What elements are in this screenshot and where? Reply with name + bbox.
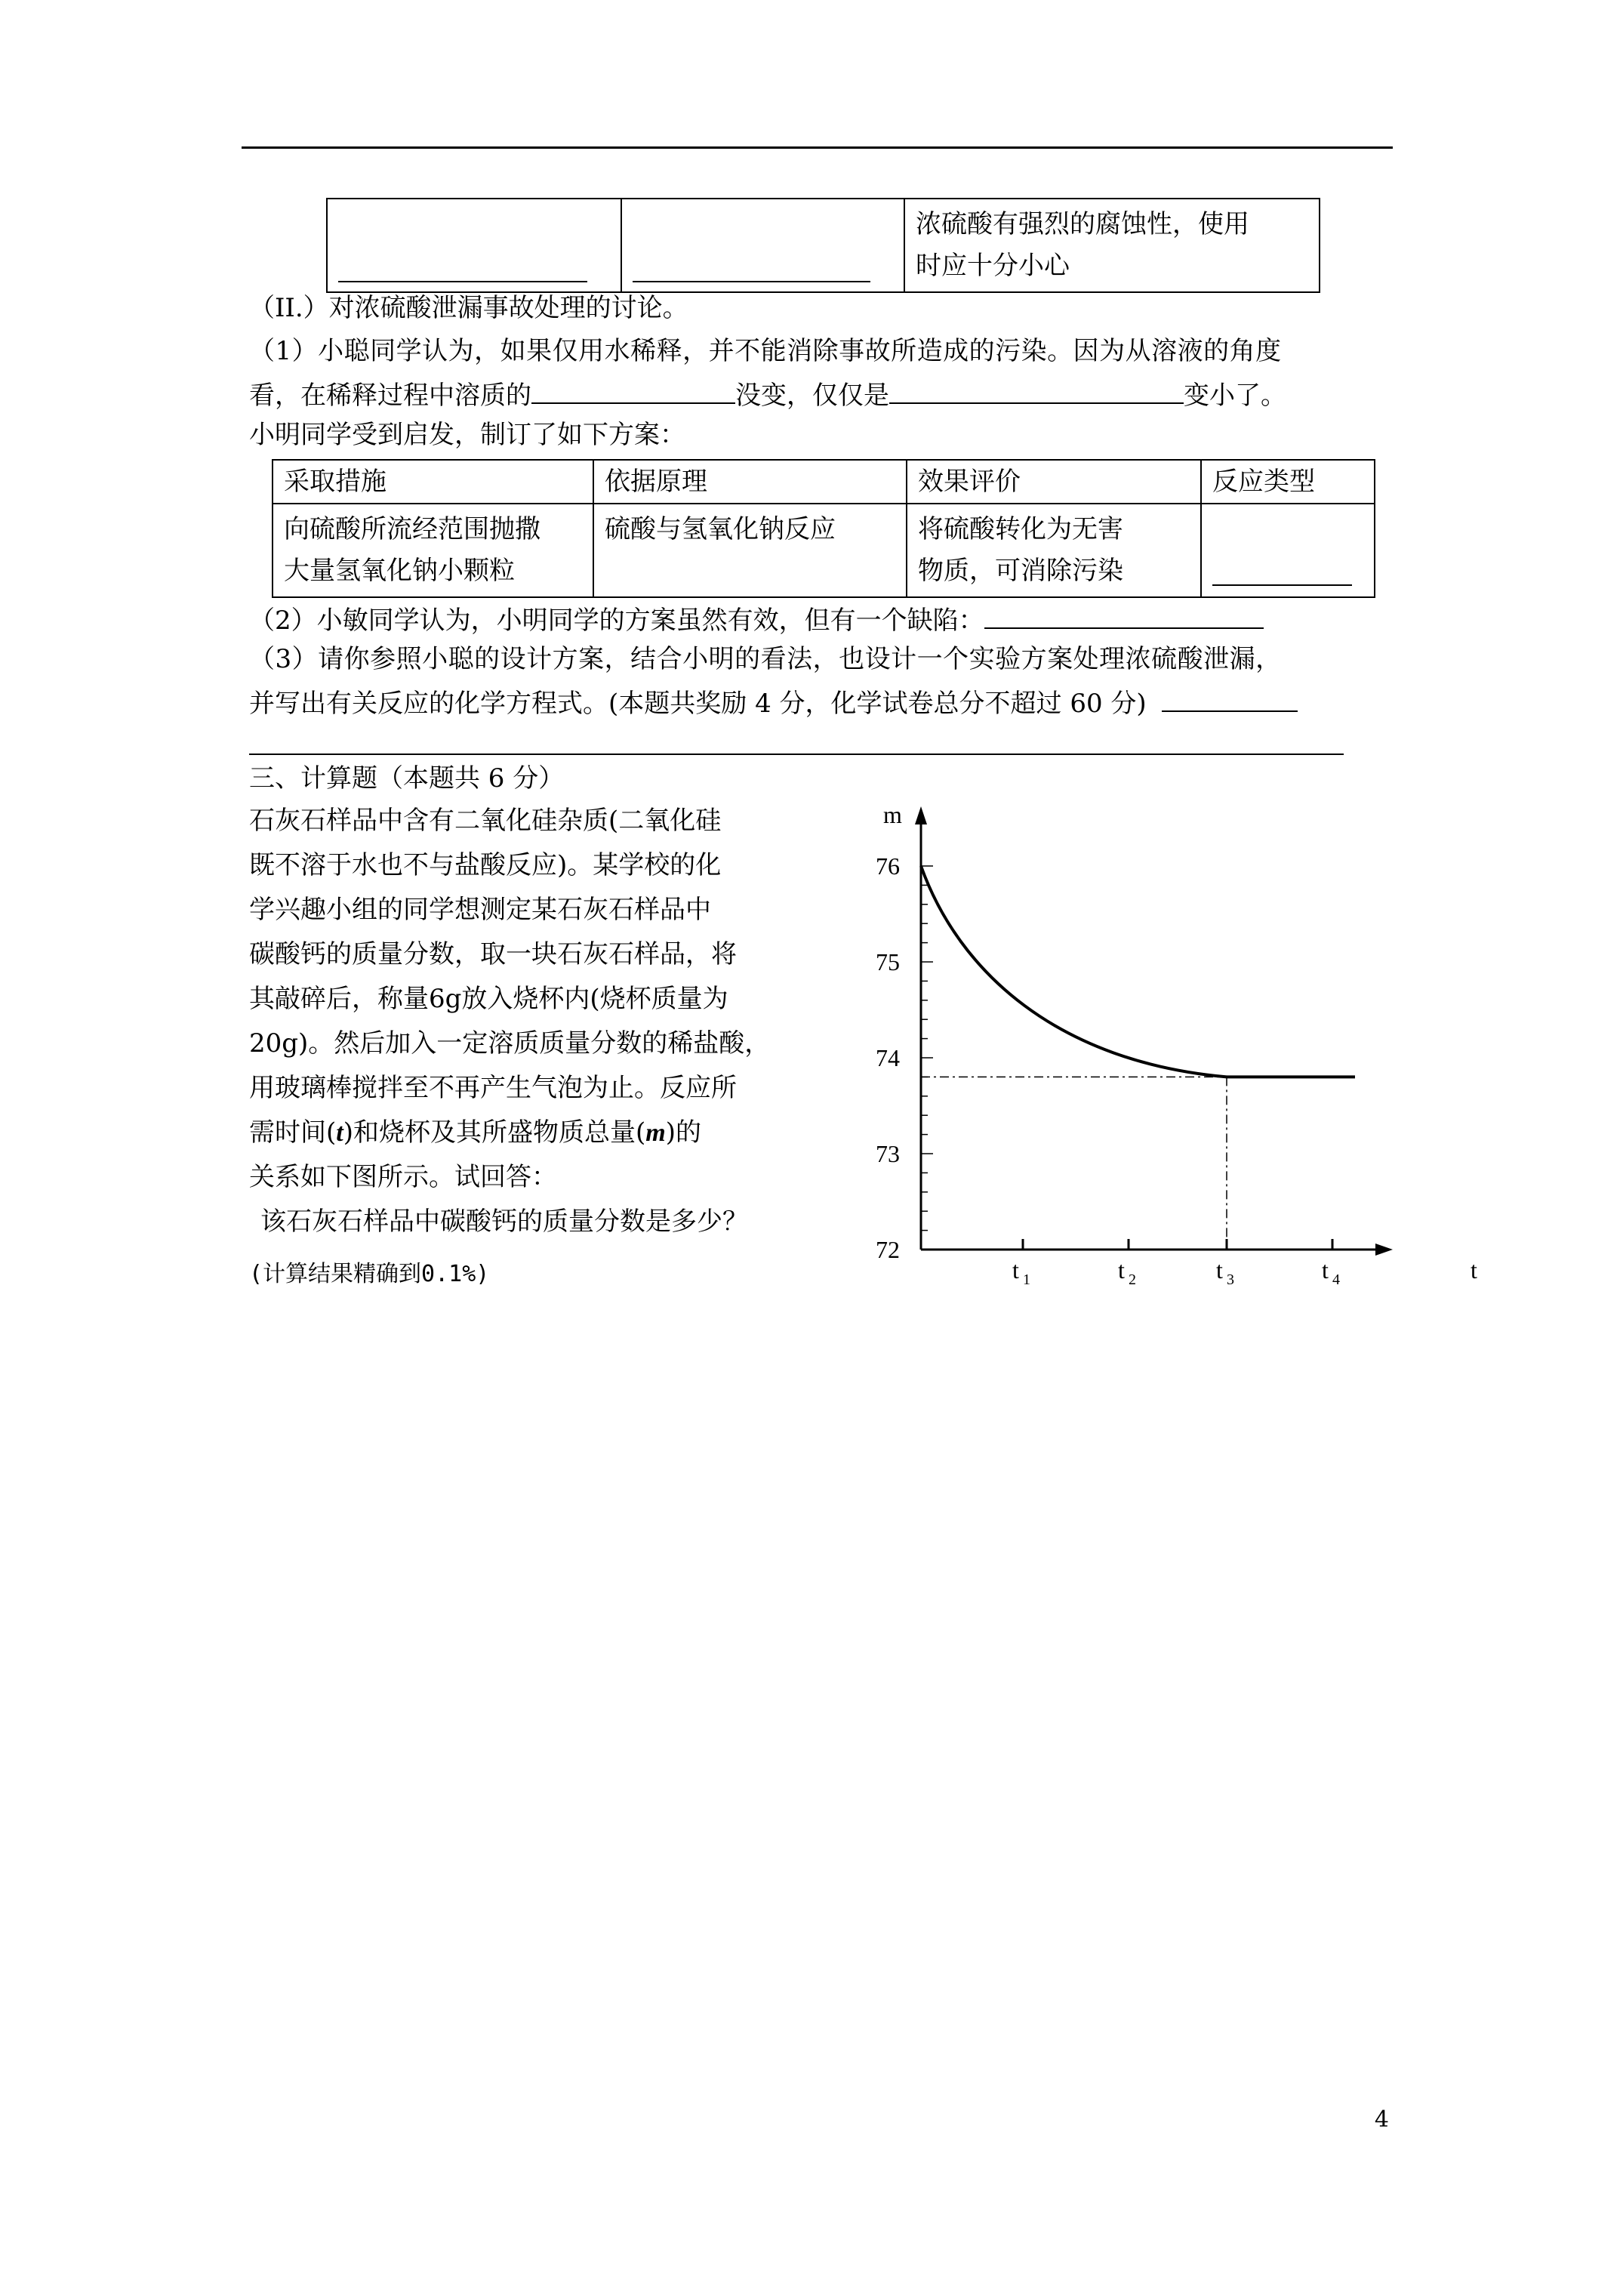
x-tick-subscript: 3 (1227, 1271, 1234, 1288)
plan-header: 依据原理 (593, 460, 907, 504)
text-line: 碳酸钙的质量分数，取一块石灰石样品，将 (249, 939, 737, 969)
y-tick-label: 75 (876, 948, 900, 975)
q2-line (249, 600, 1264, 638)
x-tick-subscript: 2 (1129, 1271, 1136, 1288)
text-line: 学兴趣小组的同学想测定某石灰石样品中 (249, 895, 711, 925)
text-fragment: )的 (665, 1117, 701, 1148)
mass-time-chart (845, 800, 1477, 1288)
precision-note: (计算结果精确到0.1%) (249, 1261, 490, 1287)
plan-intro: 小明同学受到启发，制订了如下方案： (249, 420, 685, 450)
text-line: 石灰石样品中含有二氧化硅杂质(二氧化硅 (249, 806, 722, 836)
q1-text-b: 没变，仅仅是 (735, 381, 889, 411)
top-table-cell-2 (621, 199, 904, 292)
part3-heading: 三、计算题（本题共 6 分） (249, 763, 565, 794)
data-curve (921, 866, 1227, 1077)
var-m: m (645, 1119, 666, 1147)
answer-blank[interactable] (1212, 584, 1352, 586)
text-line: 用玻璃棒搅拌至不再产生气泡为止。反应所 (249, 1073, 737, 1103)
x-tick-subscript: 1 (1023, 1271, 1030, 1288)
part2-heading: （II.）对浓硫酸泄漏事故处理的讨论。 (249, 293, 688, 323)
answer-blank[interactable] (338, 281, 587, 282)
question: 该石灰石样品中碳酸钙的质量分数是多少？ (260, 1207, 748, 1237)
x-axis-arrow (1375, 1244, 1393, 1256)
text-line: 20g)。然后加入一定溶质质量分数的稀盐酸， (249, 1028, 771, 1059)
answer-blank[interactable] (633, 281, 870, 282)
answer-blank[interactable] (984, 600, 1264, 629)
x-tick-label: t (1322, 1256, 1329, 1284)
answer-blank[interactable] (889, 375, 1184, 404)
x-tick-label: t (1216, 1256, 1223, 1284)
header-rule (242, 146, 1393, 149)
q1-text-c: 变小了。 (1184, 381, 1286, 411)
plan-cell-principle: 硫酸与氢氧化钠反应 (593, 504, 907, 597)
top-table-cell-3 (904, 199, 1320, 292)
var-t: t (336, 1119, 343, 1147)
text-line: 其敲碎后，称量6g放入烧杯内(烧杯质量为 (249, 984, 728, 1014)
y-axis-label: m (883, 801, 902, 828)
q3-line2 (249, 683, 1298, 721)
answer-line[interactable] (249, 754, 1344, 755)
x-tick-subscript: 4 (1332, 1271, 1340, 1288)
answer-blank[interactable] (1162, 683, 1298, 712)
text-fragment: 需时间( (249, 1117, 337, 1148)
y-tick-label: 72 (876, 1236, 900, 1263)
plan-table (272, 459, 1375, 598)
plan-cell-effect (907, 504, 1201, 597)
q1-text-a: 看，在稀释过程中溶质的 (249, 381, 531, 411)
q3-text: 并写出有关反应的化学方程式。(本题共奖励 4 分，化学试卷总分不超过 60 分) (249, 689, 1147, 719)
y-tick-label: 76 (876, 852, 900, 880)
plan-cell-text: 物质，可消除污染 (918, 556, 1123, 586)
q1-line2 (249, 375, 1286, 413)
plan-header: 反应类型 (1201, 460, 1375, 504)
plan-cell-text: 将硫酸转化为无害 (918, 514, 1123, 544)
plan-cell-text: 向硫酸所流经范围抛撒 (284, 514, 540, 544)
plan-cell-type (1201, 504, 1375, 597)
y-axis-arrow (915, 806, 927, 824)
note-line-2: 时应十分小心 (916, 251, 1070, 281)
top-table (326, 198, 1320, 293)
plan-header: 采取措施 (273, 460, 593, 504)
plan-header: 效果评价 (907, 460, 1201, 504)
plan-cell-text: 大量氢氧化钠小颗粒 (284, 556, 515, 586)
x-tick-label: t (1012, 1256, 1019, 1284)
page-number: 4 (1374, 2106, 1389, 2133)
q3-line1: （3）请你参照小聪的设计方案，结合小明的看法，也设计一个实验方案处理浓硫酸泄漏， (249, 644, 1282, 674)
q2-text: （2）小敏同学认为，小明同学的方案虽然有效，但有一个缺陷： (249, 606, 984, 636)
text-line: 既不溶于水也不与盐酸反应)。某学校的化 (249, 850, 722, 880)
y-tick-label: 73 (876, 1140, 900, 1167)
x-axis-label: t (1471, 1256, 1477, 1284)
text-fragment: )和烧杯及其所盛物质总量( (343, 1117, 646, 1148)
text-line: 关系如下图所示。试回答： (249, 1162, 557, 1192)
answer-blank[interactable] (531, 375, 735, 404)
y-tick-label: 74 (876, 1044, 900, 1071)
top-table-cell-1 (327, 199, 621, 292)
plan-cell-measure (273, 504, 593, 597)
text-line (249, 1111, 770, 1155)
q1-line1: （1）小聪同学认为，如果仅用水稀释，并不能消除事故所造成的污染。因为从溶液的角度 (249, 336, 1282, 366)
note-line-1: 浓硫酸有强烈的腐蚀性，使用 (916, 209, 1249, 239)
x-tick-label: t (1118, 1256, 1125, 1284)
part3-text (249, 799, 770, 1200)
